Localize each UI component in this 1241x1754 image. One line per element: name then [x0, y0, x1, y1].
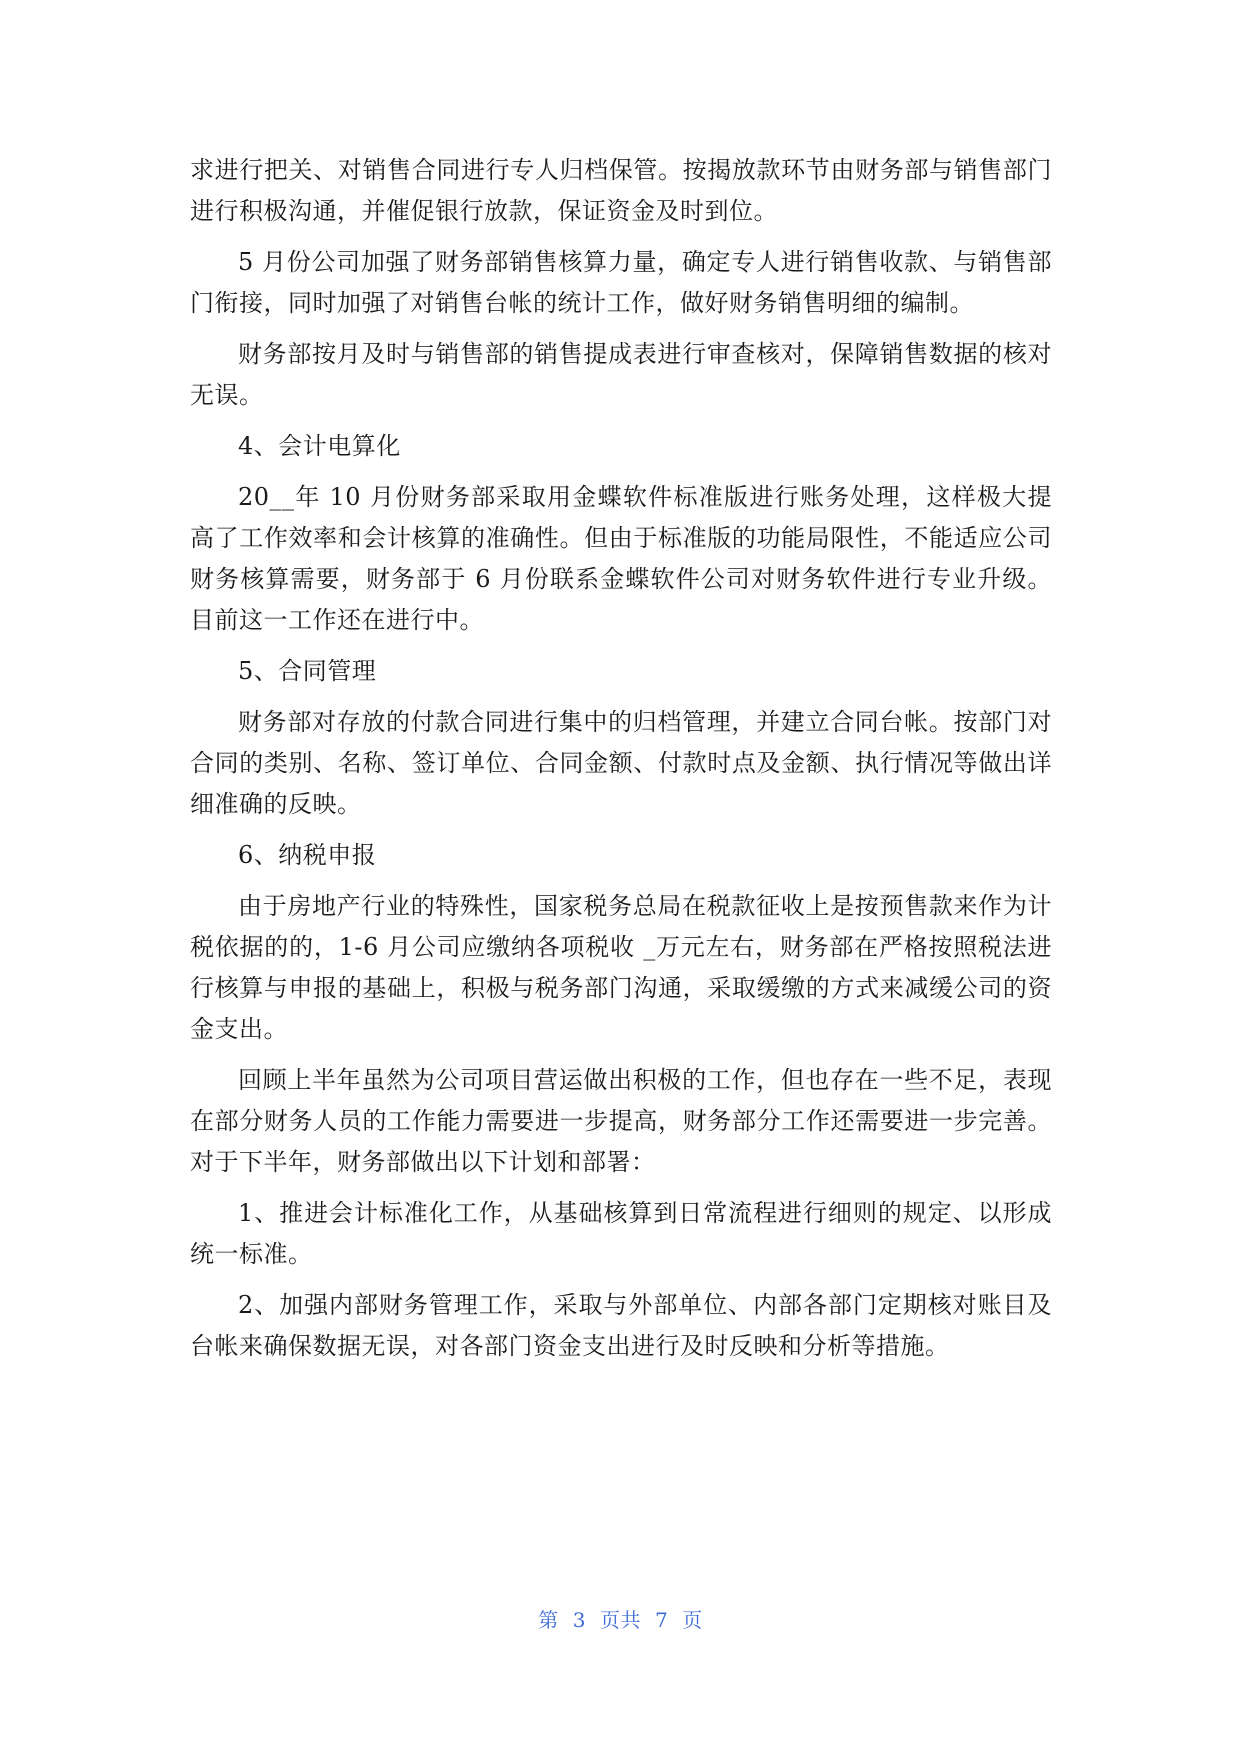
paragraph-10: 回顾上半年虽然为公司项目营运做出积极的工作，但也存在一些不足，表现在部分财务人员的工作能力需要进一步提高，财务部分工作还需要进一步完善。对于下半年，财务部做出以下计划和部署：: [190, 1066, 1052, 1176]
plan-item-1: 1、推进会计标准化工作，从基础核算到日常流程进行细则的规定、以形成统一标准。: [190, 1199, 1052, 1268]
plan-item-2: 2、加强内部财务管理工作，采取与外部单位、内部各部门定期核对账目及台帐来确保数据无误，对各部门资金支出进行及时反映和分析等措施。: [190, 1291, 1052, 1360]
paragraph-3: 财务部按月及时与销售部的销售提成表进行审查核对，保障销售数据的核对无误。: [190, 340, 1052, 409]
footer-current-page: 3: [572, 1608, 586, 1632]
page-footer: [0, 1604, 1241, 1633]
section-heading-6: 5、合同管理: [238, 657, 377, 685]
paragraph-1: 求进行把关、对销售合同进行专人归档保管。按揭放款环节由财务部与销售部门进行积极沟通，并催促银行放款，保证资金及时到位。: [190, 156, 1052, 225]
footer-label-end: 页: [682, 1608, 703, 1632]
section-heading-8: 6、纳税申报: [238, 841, 377, 869]
paragraph-5: 20__年 10 月份财务部采取用金蝶软件标准版进行账务处理，这样极大提高了工作效率和会计核算的准确性。但由于标准版的功能局限性，不能适应公司财务核算需要，财务部于 6 月份联系金蝶软件公司对财务软件进行专业升级。目前这一工作还在进行中。: [190, 483, 1052, 634]
paragraph-7: 财务部对存放的付款合同进行集中的归档管理，并建立合同台帐。按部门对合同的类别、名称、签订单位、合同金额、付款时点及金额、执行情况等做出详细准确的反映。: [190, 708, 1052, 818]
paragraph-2: 5 月份公司加强了财务部销售核算力量，确定专人进行销售收款、与销售部门衔接，同时加强了对销售台帐的统计工作，做好财务销售明细的编制。: [190, 248, 1052, 317]
footer-total-pages: 7: [655, 1608, 669, 1632]
footer-label-page: 第: [538, 1608, 559, 1632]
section-heading-4: 4、会计电算化: [238, 432, 401, 460]
footer-label-of: 页共: [600, 1608, 641, 1632]
document-body: [190, 150, 1052, 1377]
paragraph-9: 由于房地产行业的特殊性，国家税务总局在税款征收上是按预售款来作为计税依据的的，1-6 月公司应缴纳各项税收 _万元左右，财务部在严格按照税法进行核算与申报的基础上，积极与税务部门沟通，采取缓缴的方式来减缓公司的资金支出。: [190, 892, 1052, 1043]
